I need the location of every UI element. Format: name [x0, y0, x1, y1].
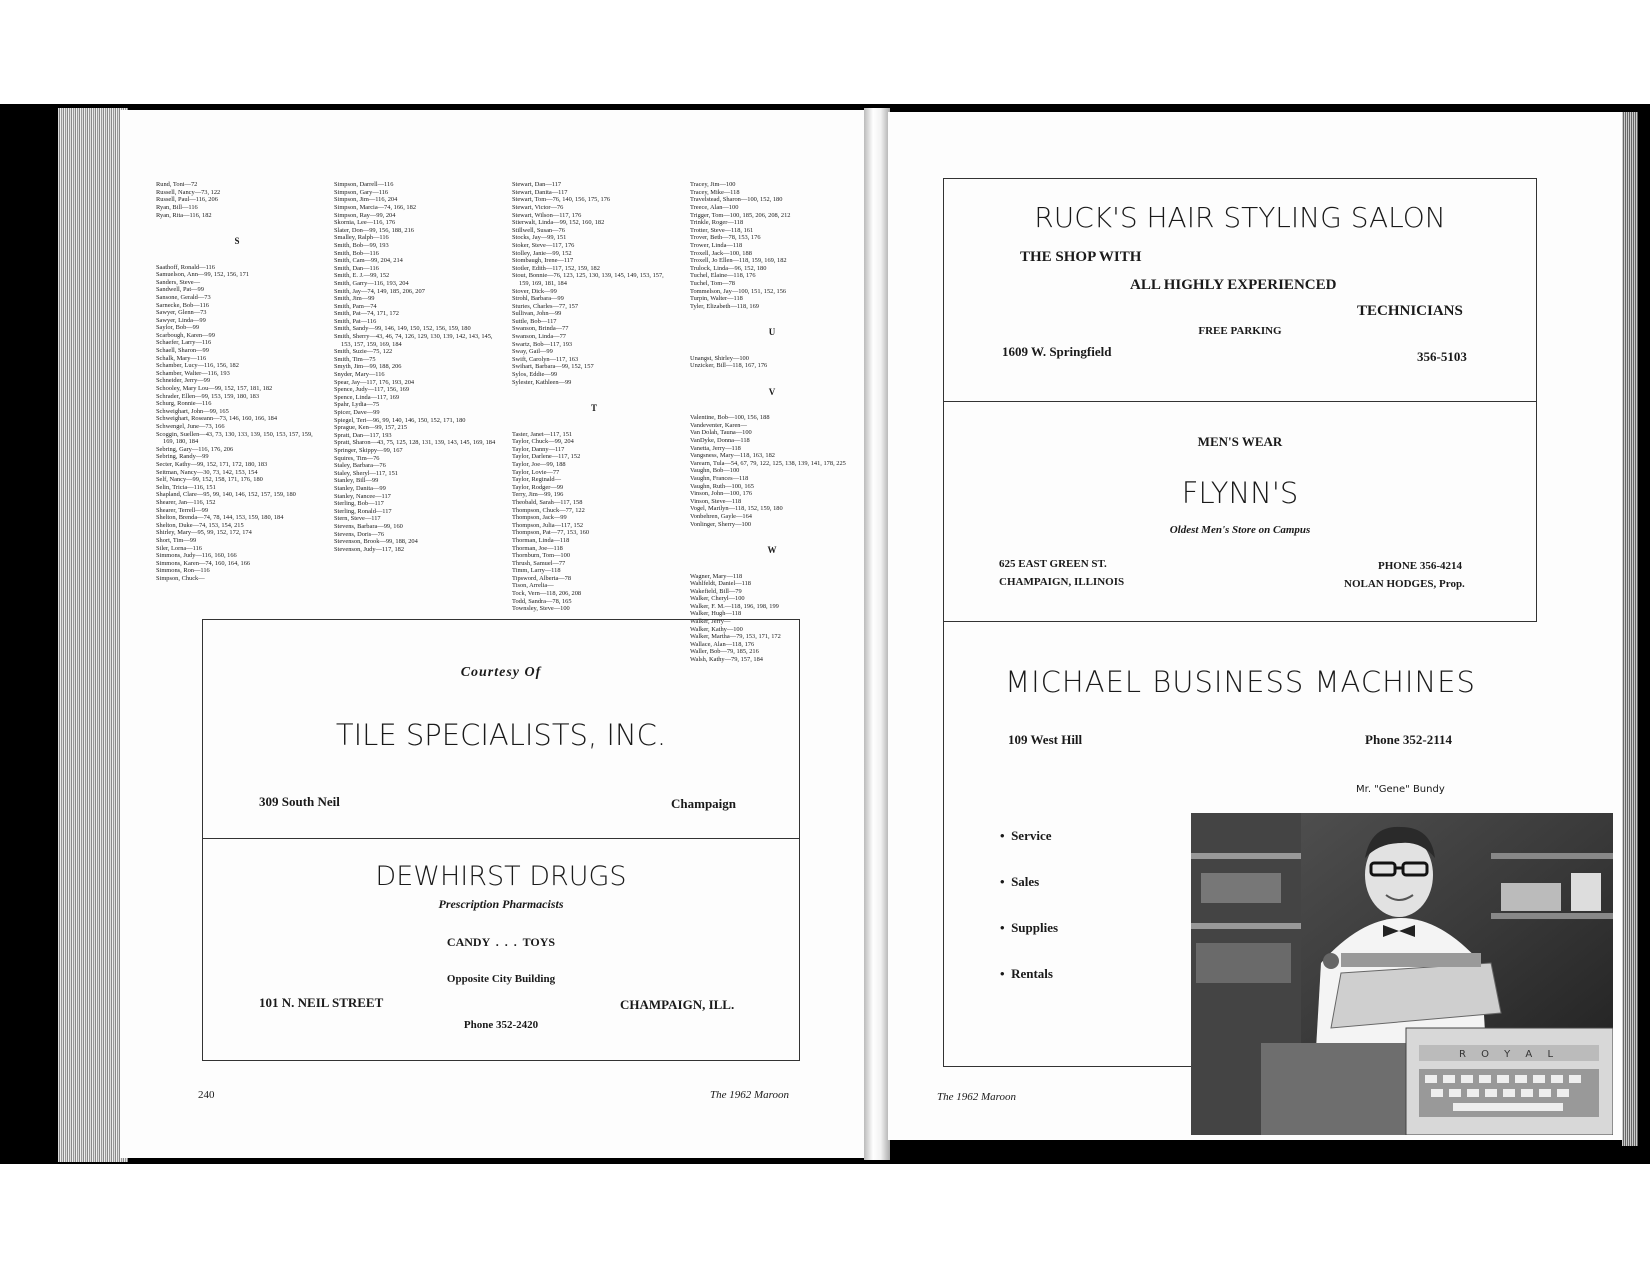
index-entry: Simpson, Gary—116 — [334, 188, 389, 196]
index-entry: Tock, Vern—118, 206, 208 — [512, 590, 582, 598]
book-gutter — [864, 108, 890, 1160]
index-entry: Sebring, Randy—99 — [156, 453, 209, 461]
index-entry: Walker, Kathy—100 — [690, 625, 743, 633]
rucks-address: 1609 W. Springfield — [1002, 344, 1112, 359]
index-letter-heading: U — [768, 327, 776, 338]
service-item: • Supplies — [1000, 920, 1059, 935]
index-entry: Tuchel, Tom—78 — [690, 279, 736, 287]
index-entry: Slater, Don—99, 156, 188, 216 — [334, 226, 414, 234]
index-entry: Sway, Gail—99 — [512, 348, 553, 356]
index-entry: Swanson, Brinda—77 — [512, 325, 569, 333]
index-entry: Shearer, Jan—116, 152 — [156, 498, 216, 506]
flynns-phone: PHONE 356-4214 — [1378, 560, 1463, 572]
index-entry: Stoker, Steve—117, 176 — [512, 241, 575, 249]
index-entry: Spence, Linda—117, 169 — [334, 393, 400, 401]
index-entry: Trulock, Linda—96, 152, 180 — [690, 264, 767, 272]
index-entry: Thompson, Jack—99 — [512, 514, 567, 522]
index-entry: Taylor, Joe—99, 188 — [512, 460, 566, 468]
index-entry: Sylester, Kathleen—99 — [512, 378, 572, 386]
index-entry: Shelton, Brenda—74, 78, 144, 153, 159, 180, 184 — [156, 514, 284, 522]
index-letter-heading: S — [234, 236, 240, 247]
index-entry: Stewart, Danita—117 — [512, 188, 568, 196]
index-entry: Saathoff, Ronald—116 — [156, 263, 215, 271]
index-entry: Stewart, Victor—76 — [512, 203, 564, 211]
index-entry: Troxell, Jack—100, 188 — [690, 249, 752, 257]
index-entry: Unangst, Shirley—100 — [690, 354, 749, 362]
index-entry: Stanley, Bill—99 — [334, 477, 379, 485]
index-column-1 — [156, 166, 318, 590]
index-entry: Vaughn, Bob—100 — [690, 467, 740, 475]
index-entry: Shirley, Mary—95, 99, 152, 172, 174 — [156, 529, 252, 537]
index-entry: Ryan, Rita—116, 182 — [156, 211, 212, 219]
index-entry: Staley, Barbara—76 — [334, 462, 386, 470]
index-entry: Tyler, Elizabeth—118, 169 — [690, 302, 759, 310]
index-entry: Stocks, Jay—99, 151 — [512, 234, 567, 242]
index-entry: Siler, Lorna—116 — [156, 544, 203, 552]
index-entry: Varearn, Tula—54, 67, 79, 122, 125, 138, 139, 141, 178, 225 — [690, 459, 846, 467]
index-entry: Simmons, Karen—74, 160, 164, 166 — [156, 559, 251, 567]
index-letter-heading: T — [590, 403, 597, 414]
service-item: • Sales — [1000, 874, 1040, 889]
index-entry: Springer, Skippy—99, 167 — [334, 446, 403, 454]
index-entry: Smith, Jay—74, 149, 185, 206, 207 — [334, 287, 425, 295]
index-entry: Smith, E. J.—99, 152 — [334, 272, 390, 280]
flynns-city: CHAMPAIGN, ILLINOIS — [999, 576, 1125, 588]
rucks-line-2: ALL HIGHLY EXPERIENCED — [1130, 277, 1337, 293]
index-letter-heading: V — [768, 387, 776, 398]
index-entry: Schneider, Jerry—99 — [156, 377, 211, 385]
index-entry: Tipsword, Alberta—78 — [512, 574, 572, 582]
index-entry: Sprague, Ken—99, 157, 215 — [334, 424, 408, 432]
rucks-name: RUCK'S HAIR STYLING SALON — [1034, 201, 1446, 234]
index-entry: Walker, Jerry— — [690, 618, 731, 626]
dewhirst-name: DEWHIRST DRUGS — [375, 861, 627, 892]
index-entry: Rund, Toni—72 — [156, 181, 198, 189]
index-entry: Swift, Carolyn—117, 163 — [512, 355, 579, 363]
michael-phone: Phone 352-2114 — [1365, 732, 1453, 747]
right-footer-title: The 1962 Maroon — [937, 1091, 1017, 1103]
index-entry: Van Dolah, Tauna—100 — [690, 429, 752, 437]
rucks-parking: FREE PARKING — [1198, 325, 1282, 337]
index-entry: Sullivan, John—99 — [512, 310, 562, 318]
index-entry: Simpson, Darrell—116 — [334, 181, 394, 189]
index-entry: Stewart, Dan—117 — [512, 181, 562, 189]
index-entry: Tommelson, Jay—100, 151, 152, 156 — [690, 287, 787, 295]
index-entry: Tuchel, Elaine—118, 176 — [690, 272, 756, 280]
index-entry: Sandwell, Pat—99 — [156, 286, 204, 294]
index-entry: Wagner, Mary—118 — [690, 572, 743, 580]
index-entry: Vangsness, Mary—118, 163, 182 — [690, 452, 775, 460]
index-column-3 — [512, 166, 676, 620]
dewhirst-drugs-ad — [202, 838, 800, 1061]
index-entry: Sawyer, Linda—99 — [156, 316, 206, 324]
rucks-line-3: TECHNICIANS — [1357, 303, 1463, 319]
index-entry: Todd, Sandra—78, 165 — [512, 597, 572, 605]
index-entry: Wahlfeldt, Daniel—118 — [690, 580, 752, 588]
index-entry: Stanley, Nancee—117 — [334, 492, 391, 500]
index-entry: Stevens, Barbara—99, 160 — [334, 522, 403, 530]
index-entry: Trinkle, Roger—118 — [690, 219, 744, 227]
index-entry: Simpson, Marcia—74, 166, 182 — [334, 203, 417, 211]
flynns-mens-wear-ad — [943, 401, 1537, 622]
index-entry: Schweighart, John—99, 165 — [156, 407, 229, 415]
flynns-tagline: Oldest Men's Store on Campus — [1169, 524, 1311, 536]
index-entry: Sterling, Bob—117 — [334, 500, 384, 508]
index-entry: Schalk, Mary—116 — [156, 354, 207, 362]
index-entry: Ryan, Bill—116 — [156, 203, 198, 211]
index-entry: Strohl, Barbara—99 — [512, 295, 564, 303]
index-entry: Smith, Bob—116 — [334, 249, 379, 257]
index-entry: Vinson, John—100, 176 — [690, 490, 753, 498]
index-entry: Vogel, Marilyn—118, 152, 159, 180 — [690, 505, 783, 513]
index-entry: Scoggin, Suellen—43, 73, 130, 133, 139, 150, 153, 157, 159, 169, 180, 184 — [156, 430, 315, 446]
index-entry: Turpin, Walter—118 — [690, 295, 743, 303]
index-entry: Theobald, Sarah—117, 158 — [512, 498, 583, 506]
index-entry: Seitman, Nancy—30, 73, 142, 153, 154 — [156, 468, 258, 476]
index-entry: Travelstead, Sharon—100, 152, 180 — [690, 196, 783, 204]
index-entry: Smith, Garry—116, 193, 204 — [334, 279, 409, 287]
index-entry: Schooley, Mary Lou—99, 152, 157, 181, 182 — [156, 385, 273, 393]
left-footer-title: The 1962 Maroon — [710, 1089, 790, 1101]
index-entry: Russell, Nancy—73, 122 — [156, 188, 221, 196]
index-entry: Spear, Jay—117, 176, 193, 204 — [334, 378, 415, 386]
index-entry: Vandeventer, Karen— — [690, 421, 747, 429]
index-entry: Sansone, Gerald—73 — [156, 293, 211, 301]
index-entry: Swihart, Barbara—99, 152, 157 — [512, 363, 594, 371]
index-entry: Swanson, Linda—77 — [512, 333, 566, 341]
index-entry: Taylor, Reginald— — [512, 476, 561, 484]
index-column-2 — [334, 166, 498, 561]
index-entry: Stern, Steve—117 — [334, 515, 381, 523]
index-entry: Sturies, Charles—77, 157 — [512, 302, 579, 310]
index-entry: Taster, Janet—117, 151 — [512, 430, 573, 438]
index-entry: Stout, Bonnie—76, 123, 125, 130, 139, 145, 149, 153, 157, 159, 169, 181, 184 — [512, 272, 666, 287]
michael-address: 109 West Hill — [1008, 732, 1083, 747]
salesman-typewriter-photo — [1191, 813, 1613, 1135]
right-page-edge — [1622, 112, 1638, 1146]
index-entry: Squires, Tim—76 — [334, 454, 380, 462]
index-entry: Thompson, Pat—77, 153, 160 — [512, 529, 590, 537]
flynns-category: MEN'S WEAR — [1197, 434, 1283, 449]
index-entry: Spence, Judy—117, 156, 169 — [334, 386, 410, 394]
rucks-line-1: THE SHOP WITH — [1020, 249, 1142, 265]
index-entry: Sylos, Eddie—99 — [512, 371, 558, 379]
index-entry: Suttle, Bob—117 — [512, 317, 557, 325]
index-entry: Waller, Bob—79, 185, 216 — [690, 648, 759, 656]
michael-name: MICHAEL BUSINESS MACHINES — [1005, 665, 1476, 699]
flynns-owner: NOLAN HODGES, Prop. — [1344, 578, 1465, 590]
dewhirst-address: 101 N. NEIL STREET — [259, 995, 384, 1010]
page-stack-edge — [58, 108, 128, 1162]
index-entry: Smith, Pat—116 — [334, 317, 377, 325]
index-entry: Sanders, Steve— — [156, 278, 201, 286]
index-entry: Vonbehren, Gayle—164 — [690, 512, 752, 520]
index-entry: Simpson, Chuck— — [156, 574, 205, 582]
index-column-4 — [690, 166, 854, 671]
courtesy-of-text: Courtesy Of — [460, 665, 542, 680]
index-entry: Spiegel, Teri—96, 99, 140, 146, 150, 152, 171, 180 — [334, 416, 466, 424]
index-entry: Vonlinger, Sherry—100 — [690, 520, 752, 528]
index-entry: Treece, Alan—100 — [690, 203, 739, 211]
index-entry: Simmons, Judy—116, 160, 166 — [156, 552, 237, 560]
index-entry: Timm, Larry—118 — [512, 567, 561, 575]
index-entry: Swartz, Bob—117, 193 — [512, 340, 573, 348]
index-entry: Stevenson, Brook—99, 188, 204 — [334, 538, 418, 546]
index-entry: Schweighart, Roseann—73, 146, 160, 166, 184 — [156, 415, 278, 423]
flynns-street: 625 EAST GREEN ST. — [999, 558, 1107, 570]
index-entry: Sawyer, Glenn—73 — [156, 309, 207, 317]
index-entry: Trotter, Steve—118, 161 — [690, 226, 754, 234]
dewhirst-city: CHAMPAIGN, ILL. — [620, 997, 735, 1012]
index-entry: Vanetta, Jerry—118 — [690, 444, 741, 452]
index-entry: Taylor, Darlene—117, 152 — [512, 453, 581, 461]
dewhirst-products: CANDY . . . TOYS — [446, 935, 556, 949]
index-entry: Walker, Hugh—118 — [690, 610, 742, 618]
index-entry: Smith, Sherry—43, 46, 74, 126, 129, 130, 139, 142, 143, 145, 153, 157, 159, 169, 184 — [334, 333, 495, 348]
index-entry: Trover, Beth—78, 153, 176 — [690, 234, 761, 242]
index-entry: Simpson, Jim—116, 204 — [334, 196, 398, 204]
index-entry: Valentine, Bob—100, 156, 188 — [690, 414, 770, 422]
dewhirst-phone: Phone 352-2420 — [463, 1019, 539, 1031]
index-entry: Taylor, Lovie—77 — [512, 468, 560, 476]
rucks-phone: 356-5103 — [1417, 349, 1467, 364]
index-entry: Self, Nancy—99, 152, 158, 171, 176, 180 — [156, 476, 263, 484]
index-entry: Vinson, Steve—118 — [690, 497, 742, 505]
index-entry: Spicer, Dave—99 — [334, 409, 380, 416]
index-entry: Stolley, Janie—99, 152 — [512, 249, 572, 257]
index-entry: Stover, Dick—99 — [512, 287, 557, 295]
index-entry: Smyth, Jim—99, 188, 206 — [334, 363, 402, 371]
index-entry: Smith, Jim—99 — [334, 295, 375, 303]
photo-caption: Mr. "Gene" Bundy — [1356, 784, 1445, 795]
index-entry: Thrush, Samuel—77 — [512, 559, 566, 567]
index-entry: Smith, Suzie—75, 122 — [334, 348, 393, 356]
index-entry: Wakefield, Bill—79 — [690, 587, 742, 595]
index-entry: Simpson, Ray—99, 204 — [334, 211, 396, 219]
index-entry: Sterling, Ronald—117 — [334, 507, 392, 515]
index-entry: Walker, Martha—79, 153, 171, 172 — [690, 633, 781, 641]
index-entry: Tison, Arrelia— — [512, 582, 554, 590]
index-entry: Stombaugh, Irene—117 — [512, 257, 574, 265]
index-entry: Walsh, Kathy—79, 157, 184 — [690, 656, 763, 664]
index-letter-heading: W — [767, 545, 777, 556]
index-entry: Townsley, Steve—100 — [512, 605, 570, 613]
index-entry: Staley, Sheryl—117, 151 — [334, 469, 398, 477]
index-entry: Smith, Pat—74, 171, 172 — [334, 310, 399, 318]
index-entry: VanDyke, Donna—118 — [690, 437, 750, 444]
index-entry: Stierwalt, Linda—99, 152, 160, 182 — [512, 219, 605, 227]
index-entry: Walker, Cheryl—100 — [690, 595, 745, 603]
photo-illustration — [1191, 813, 1613, 1135]
index-entry: Stevenson, Judy—117, 182 — [334, 545, 405, 553]
service-item: • Rentals — [1000, 966, 1053, 981]
index-entry: Taylor, Rodger—99 — [512, 483, 564, 491]
index-entry: Unzicker, Bill—118, 167, 176 — [690, 362, 768, 370]
index-entry: Stewart, Wilson—117, 176 — [512, 211, 582, 219]
index-entry: Thornburn, Tom—100 — [512, 552, 571, 560]
index-entry: Terry, Jim—99, 196 — [512, 491, 564, 499]
index-entry: Snyder, Mary—116 — [334, 371, 385, 379]
index-entry: Stevens, Doris—76 — [334, 530, 385, 538]
page-number: 240 — [198, 1089, 215, 1101]
index-entry: Scarbough, Karen—99 — [156, 331, 215, 339]
index-entry: Simmons, Ron—116 — [156, 567, 210, 575]
index-entry: Russell, Paul—116, 206 — [156, 196, 218, 204]
tile-specialists-ad — [202, 619, 800, 839]
index-entry: Smith, Pam—74 — [334, 302, 377, 310]
index-entry: Stewart, Tom—76, 140, 156, 175, 176 — [512, 196, 611, 204]
index-entry: Schamber, Lucy—116, 156, 182 — [156, 362, 239, 370]
index-entry: Thorman, Linda—118 — [512, 536, 570, 544]
typewriter-brand: R O Y A L — [1458, 1049, 1560, 1060]
index-entry: Stillwell, Susan—76 — [512, 226, 565, 234]
index-entry: Skornia, Lee—116, 176 — [334, 219, 396, 227]
index-entry: Sarnecke, Bob—116 — [156, 301, 210, 309]
index-entry: Secter, Kathy—99, 152, 171, 172, 180, 183 — [156, 460, 268, 468]
index-entry: Schwengel, June—73, 166 — [156, 423, 225, 430]
index-entry: Shelton, Duke—74, 153, 154, 215 — [156, 521, 244, 529]
index-entry: Tracey, Jim—100 — [690, 181, 736, 189]
index-entry: Samuelson, Ann—99, 152, 156, 171 — [156, 271, 250, 279]
dewhirst-location: Opposite City Building — [446, 973, 556, 985]
index-entry: Spratt, Dan—117, 193 — [334, 431, 392, 439]
tile-address: 309 South Neil — [259, 794, 340, 809]
index-entry: Troxell, Jo Ellen—118, 159, 169, 182 — [690, 257, 787, 265]
index-entry: Shearer, Terrell—99 — [156, 506, 209, 514]
tile-city: Champaign — [671, 796, 737, 811]
index-entry: Schurg, Ronnie—116 — [156, 400, 212, 408]
index-entry: Trigger, Tom—100, 185, 206, 208, 212 — [690, 211, 791, 219]
index-entry: Thompson, Julia—117, 152 — [512, 521, 584, 529]
index-entry: Smith, Tim—75 — [334, 355, 376, 363]
index-entry: Wallace, Alan—118, 176 — [690, 640, 755, 648]
index-entry: Selin, Tricia—116, 151 — [156, 483, 216, 491]
index-entry: Thompson, Chuck—77, 122 — [512, 506, 585, 514]
index-entry: Trower, Linda—118 — [690, 241, 743, 249]
index-entry: Schamber, Walter—116, 193 — [156, 369, 230, 377]
tile-specialists-name: TILE SPECIALISTS, INC. — [335, 718, 667, 752]
index-entry: Vaughn, Frances—118 — [690, 474, 749, 482]
index-entry: Smith, Cam—99, 204, 214 — [334, 257, 403, 265]
index-entry: Spratt, Sharon—43, 75, 125, 128, 131, 139, 143, 145, 169, 184 — [334, 439, 496, 447]
service-item: • Service — [1000, 828, 1052, 843]
index-entry: Spahr, Lydia—75 — [334, 401, 380, 409]
index-entry: Shapland, Clare—95, 99, 140, 146, 152, 157, 159, 180 — [156, 491, 296, 499]
index-entry: Thorman, Joe—118 — [512, 544, 563, 552]
dewhirst-tagline: Prescription Pharmacists — [438, 897, 564, 911]
index-entry: Schrader, Ellen—99, 153, 159, 180, 183 — [156, 392, 260, 400]
index-entry: Taylor, Chuck—99, 204 — [512, 438, 574, 446]
index-entry: Schaell, Sharon—99 — [156, 347, 209, 355]
index-entry: Smith, Dan—116 — [334, 264, 379, 272]
index-entry: Smith, Bob—99, 193 — [334, 241, 389, 249]
index-entry: Stotler, Edith—117, 152, 159, 182 — [512, 264, 600, 272]
index-entry: Saylor, Bob—99 — [156, 324, 200, 332]
index-entry: Smalley, Ralph—116 — [334, 234, 389, 242]
index-entry: Tracey, Mike—118 — [690, 188, 740, 196]
flynns-name: FLYNN'S — [1181, 476, 1299, 510]
index-entry: Sebring, Gary—116, 176, 206 — [156, 445, 234, 453]
index-entry: Walker, F. M.—118, 196, 198, 199 — [690, 602, 779, 610]
rucks-hair-salon-ad — [943, 178, 1537, 402]
index-entry: Smith, Sandy—99, 146, 149, 150, 152, 156, 159, 180 — [334, 325, 471, 333]
index-entry: Schaefer, Larry—116 — [156, 339, 212, 347]
index-entry: Short, Tim—99 — [156, 536, 197, 544]
index-entry: Taylor, Danny—117 — [512, 445, 565, 453]
index-entry: Vaughn, Ruth—100, 165 — [690, 482, 754, 490]
index-entry: Stanley, Danita—99 — [334, 484, 386, 492]
